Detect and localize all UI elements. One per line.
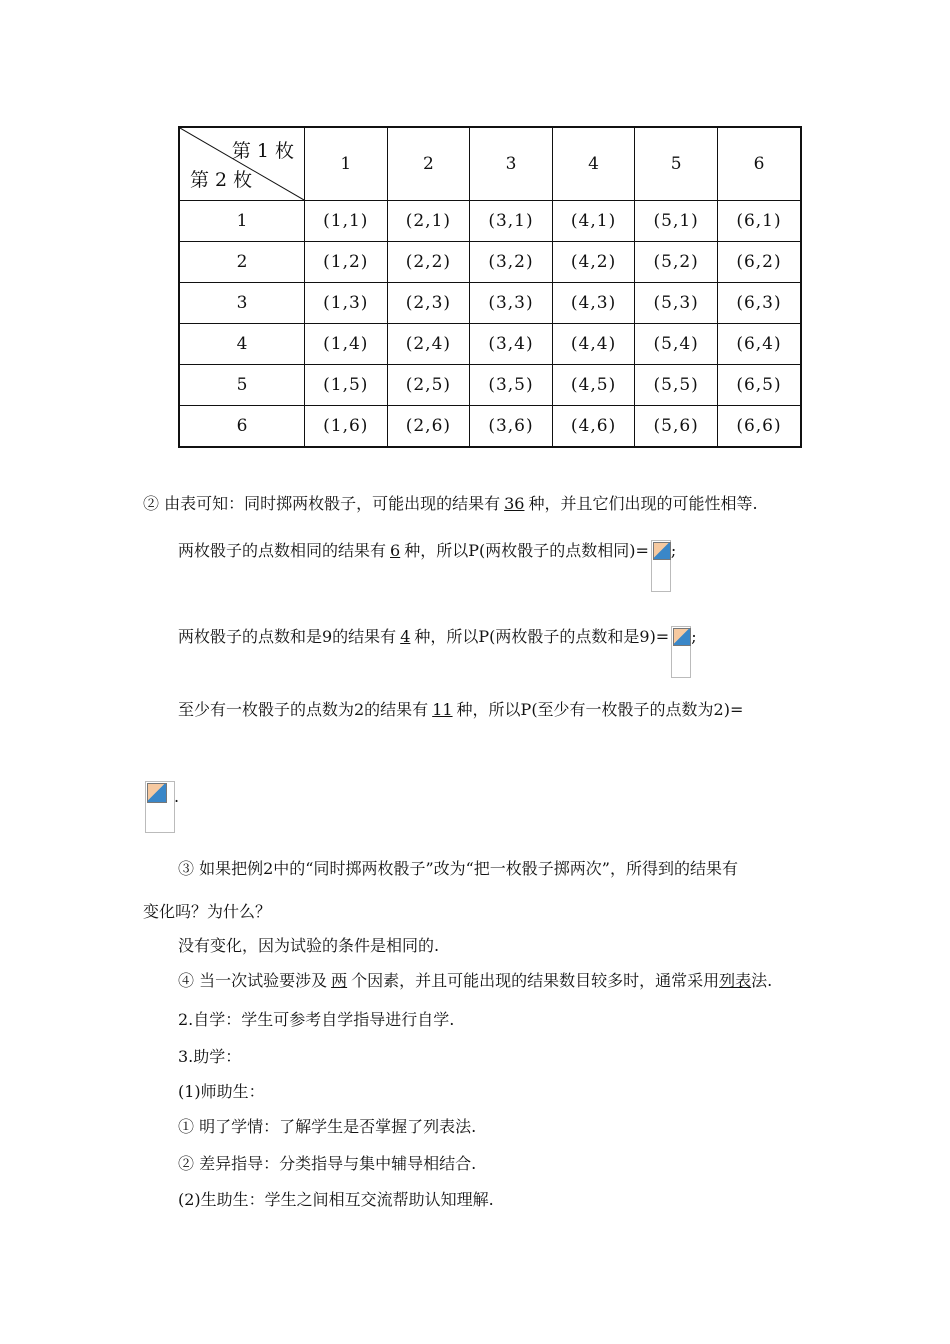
text-line-question-cont: 变化吗？为什么？ xyxy=(143,902,272,921)
table-cell: (1,4) xyxy=(305,324,388,365)
text-segment: 种，所以P(至少有一枚骰子的点数为2)= xyxy=(456,700,744,719)
text-segment: 至少有一枚骰子的点数为2的结果有 xyxy=(178,700,429,719)
text-line-question: ③ 如果把例2中的“同时掷两枚骰子”改为“把一枚骰子掷两次”，所得到的结果有 xyxy=(178,859,738,878)
text-line-sum-nine xyxy=(178,626,697,678)
corner-label-bottom: 第 2 枚 xyxy=(190,169,253,191)
table-row xyxy=(179,242,801,283)
table-row xyxy=(179,283,801,324)
text-line-same-points xyxy=(178,540,676,592)
row-header: 6 xyxy=(179,406,305,448)
row-header: 2 xyxy=(179,242,305,283)
col-header: 1 xyxy=(305,127,388,201)
table-cell: (5,3) xyxy=(635,283,718,324)
table-cell: (6,2) xyxy=(717,242,801,283)
table-cell: (5,4) xyxy=(635,324,718,365)
text-segment: 种，所以P(两枚骰子的点数相同)= xyxy=(404,541,649,560)
text-segment: ④ 当一次试验要涉及 xyxy=(178,971,328,990)
table-cell: (3,4) xyxy=(470,324,553,365)
table-cell: (3,1) xyxy=(470,201,553,242)
text-line-answer: 没有变化，因为试验的条件是相同的. xyxy=(178,936,440,955)
col-header: 4 xyxy=(552,127,635,201)
table-cell: (6,4) xyxy=(717,324,801,365)
table-cell: (4,5) xyxy=(552,365,635,406)
table-cell: (6,3) xyxy=(717,283,801,324)
answer-blank: 两 xyxy=(331,971,348,990)
table-cell: (5,1) xyxy=(635,201,718,242)
text-line-help-study: 3.助学： xyxy=(178,1047,242,1066)
text-line-peer-help: (2)生助生：学生之间相互交流帮助认知理解. xyxy=(178,1190,494,1209)
answer-blank: 11 xyxy=(432,700,453,719)
table-cell: (1,5) xyxy=(305,365,388,406)
table-cell: (1,1) xyxy=(305,201,388,242)
table-corner-cell xyxy=(179,127,305,201)
table-cell: (3,5) xyxy=(470,365,553,406)
table-cell: (3,2) xyxy=(470,242,553,283)
image-thumbnail xyxy=(147,783,167,803)
table-cell: (2,6) xyxy=(387,406,470,448)
table-cell: (4,6) xyxy=(552,406,635,448)
table-row xyxy=(179,201,801,242)
row-header: 1 xyxy=(179,201,305,242)
table-cell: (4,1) xyxy=(552,201,635,242)
row-header: 4 xyxy=(179,324,305,365)
table-cell: (5,5) xyxy=(635,365,718,406)
text-line-table-method xyxy=(178,970,772,992)
col-header: 2 xyxy=(387,127,470,201)
text-line-conclusion xyxy=(143,493,758,515)
text-line-guidance: ② 差异指导：分类指导与集中辅导相结合. xyxy=(178,1154,477,1173)
text-line-understand: ① 明了学情：了解学生是否掌握了列表法. xyxy=(178,1117,477,1136)
table-cell: (4,3) xyxy=(552,283,635,324)
text-segment: 种，所以P(两枚骰子的点数和是9)= xyxy=(414,627,670,646)
table-cell: (1,3) xyxy=(305,283,388,324)
col-header: 3 xyxy=(470,127,553,201)
text-segment: 种，并且它们出现的可能性相等. xyxy=(528,494,758,513)
text-segment: 法. xyxy=(751,971,773,990)
answer-blank: 6 xyxy=(390,541,401,560)
table-cell: (2,1) xyxy=(387,201,470,242)
image-thumbnail xyxy=(653,542,671,560)
table-cell: (5,6) xyxy=(635,406,718,448)
table-header-row xyxy=(179,127,801,201)
table-cell: (5,2) xyxy=(635,242,718,283)
col-header: 5 xyxy=(635,127,718,201)
text-segment: 两枚骰子的点数相同的结果有 xyxy=(178,541,387,560)
text-segment: ; xyxy=(670,541,677,560)
table-row xyxy=(179,406,801,448)
broken-image-icon xyxy=(145,781,175,833)
row-header: 5 xyxy=(179,365,305,406)
table-cell: (1,2) xyxy=(305,242,388,283)
corner-label-top: 第 1 枚 xyxy=(231,140,294,162)
table-cell: (6,1) xyxy=(717,201,801,242)
text-segment: ② 由表可知：同时掷两枚骰子，可能出现的结果有 xyxy=(143,494,501,513)
col-header: 6 xyxy=(717,127,801,201)
broken-image-icon xyxy=(671,626,691,678)
answer-underline: 列表 xyxy=(719,971,752,990)
dice-outcome-table xyxy=(178,126,802,448)
table-cell: (2,4) xyxy=(387,324,470,365)
text-line-at-least-two xyxy=(178,699,743,721)
table-cell: (1,6) xyxy=(305,406,388,448)
row-header: 3 xyxy=(179,283,305,324)
table-row xyxy=(179,324,801,365)
answer-blank: 36 xyxy=(504,494,525,513)
table-row xyxy=(179,365,801,406)
table-cell: (4,4) xyxy=(552,324,635,365)
answer-blank: 4 xyxy=(400,627,411,646)
table-cell: (6,6) xyxy=(717,406,801,448)
image-thumbnail xyxy=(673,628,691,646)
text-segment: 个因素，并且可能出现的结果数目较多时，通常采用 xyxy=(351,971,720,990)
table-cell: (2,2) xyxy=(387,242,470,283)
table-cell: (2,3) xyxy=(387,283,470,324)
table-cell: (2,5) xyxy=(387,365,470,406)
text-segment: ; xyxy=(691,627,697,646)
text-line-period: . xyxy=(174,787,180,806)
text-segment: 两枚骰子的点数和是9的结果有 xyxy=(178,627,397,646)
text-line-teacher-help: (1)师助生： xyxy=(178,1082,265,1101)
text-line-self-study: 2.自学：学生可参考自学指导进行自学. xyxy=(178,1010,455,1029)
table-cell: (4,2) xyxy=(552,242,635,283)
table-cell: (6,5) xyxy=(717,365,801,406)
broken-image-icon xyxy=(651,540,671,592)
table-cell: (3,6) xyxy=(470,406,553,448)
table-cell: (3,3) xyxy=(470,283,553,324)
